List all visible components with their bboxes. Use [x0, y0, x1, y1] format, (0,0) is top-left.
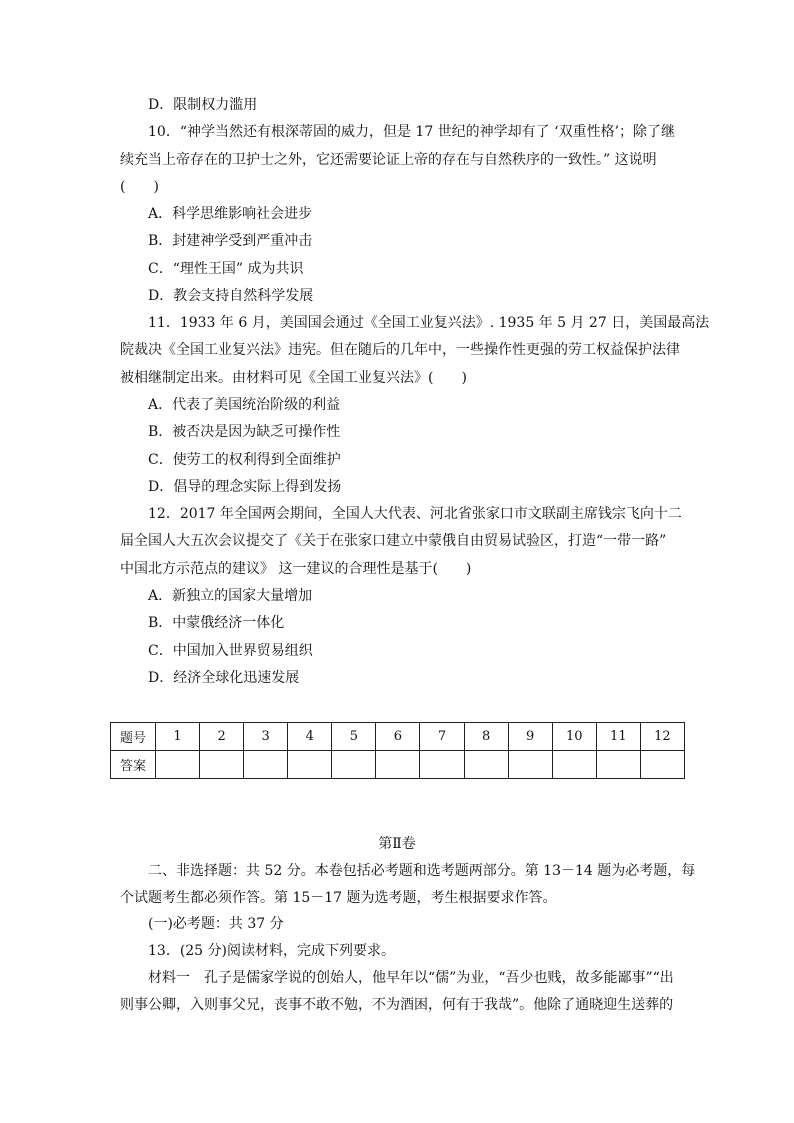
question-number-cell: 10	[552, 723, 596, 751]
question-number-cell: 6	[376, 723, 420, 751]
q10-stem-line2: 续充当上帝存在的卫护士之外，它还需要论证上帝的存在与自然秩序的一致性。” 这说明	[120, 152, 657, 168]
q10-stem-line3: ( )	[120, 179, 159, 195]
answer-cell[interactable]	[552, 751, 596, 779]
question-number-cell: 3	[244, 723, 288, 751]
q12-option-a: A．新独立的国家大量增加	[148, 588, 313, 604]
q10-option-d: D．教会支持自然科学发展	[148, 288, 314, 304]
q13-stem: 13．(25 分)阅读材料，完成下列要求。	[148, 943, 396, 959]
answer-table-number-row	[111, 723, 685, 751]
q12-stem-line1: 12．2017 年全国两会期间，全国人大代表、河北省张家口市文联副主席钱宗飞向十二	[148, 506, 682, 522]
q12-stem-line2: 届全国人大五次会议提交了《关于在张家口建立中蒙俄自由贸易试验区，打造“一带一路”	[120, 533, 667, 549]
question-number-cell: 2	[200, 723, 244, 751]
q12-option-d: D．经济全球化迅速发展	[148, 670, 300, 686]
answer-cell[interactable]	[640, 751, 684, 779]
q11-option-a: A．代表了美国统治阶级的利益	[148, 397, 341, 413]
question-number-cell: 9	[508, 723, 552, 751]
q9-option-d: D．限制权力滥用	[148, 97, 258, 113]
answer-cell[interactable]	[376, 751, 420, 779]
answer-cell[interactable]	[244, 751, 288, 779]
question-number-cell: 11	[596, 723, 640, 751]
q12-stem-line3: 中国北方示范点的建议》 这一建议的合理性是基于( )	[120, 561, 472, 577]
answer-table-header-answer: 答案	[111, 751, 156, 779]
answer-table	[110, 722, 685, 779]
answer-cell[interactable]	[596, 751, 640, 779]
q11-stem-line2: 院裁决《全国工业复兴法》违宪。但在随后的几年中，一些操作性更强的劳工权益保护法律	[120, 342, 680, 358]
answer-table-header-number: 题号	[111, 723, 156, 751]
q11-option-d: D．倡导的理念实际上得到发扬	[148, 479, 342, 495]
q13-material-line2: 则事公卿，入则事父兄，丧事不敢不勉，不为酒困，何有于我哉”。他除了通晓迎生送葬的	[120, 997, 674, 1013]
answer-cell[interactable]	[464, 751, 508, 779]
question-number-cell: 12	[640, 723, 684, 751]
question-number-cell: 1	[156, 723, 200, 751]
question-number-cell: 5	[332, 723, 376, 751]
q13-material-line1: 材料一 孔子是儒家学说的创始人，他早年以“儒”为业，“吾少也贱，故多能鄙事”“出	[148, 970, 674, 986]
q11-option-b: B．被否决是因为缺乏可操作性	[148, 424, 341, 440]
q12-option-b: B．中蒙俄经济一体化	[148, 615, 285, 631]
q11-option-c: C．使劳工的权利得到全面维护	[148, 452, 341, 468]
q11-stem-line3: 被相继制定出来。由材料可见《全国工业复兴法》( )	[120, 370, 467, 386]
section-intro-line1: 二、非选择题：共 52 分。本卷包括必考题和选考题两部分。第 13－14 题为必考题，每	[148, 863, 696, 879]
required-questions-heading: (一)必考题：共 37 分	[148, 916, 284, 932]
answer-cell[interactable]	[288, 751, 332, 779]
question-number-cell: 8	[464, 723, 508, 751]
q10-stem-line1: 10．“神学当然还有根深蒂固的威力，但是 17 世纪的神学却有了 ‘双重性格’；除了继	[148, 124, 676, 140]
q10-option-c: C．“理性王国” 成为共识	[148, 261, 304, 277]
answer-cell[interactable]	[200, 751, 244, 779]
question-number-cell: 4	[288, 723, 332, 751]
answer-cell[interactable]	[332, 751, 376, 779]
section-intro-line2: 个试题考生都必须作答。第 15－17 题为选考题，考生根据要求作答。	[120, 890, 557, 906]
section-title: 第Ⅱ卷	[378, 836, 416, 852]
answer-cell[interactable]	[420, 751, 464, 779]
q10-option-b: B．封建神学受到严重冲击	[148, 233, 313, 249]
q11-stem-line1: 11．1933 年 6 月，美国国会通过《全国工业复兴法》. 1935 年 5 月 27 日，美国最高法	[148, 315, 710, 331]
question-number-cell: 7	[420, 723, 464, 751]
q12-option-c: C．中国加入世界贸易组织	[148, 643, 313, 659]
answer-cell[interactable]	[508, 751, 552, 779]
answer-table-answer-row	[111, 751, 685, 779]
answer-cell[interactable]	[156, 751, 200, 779]
q10-option-a: A．科学思维影响社会进步	[148, 206, 313, 222]
